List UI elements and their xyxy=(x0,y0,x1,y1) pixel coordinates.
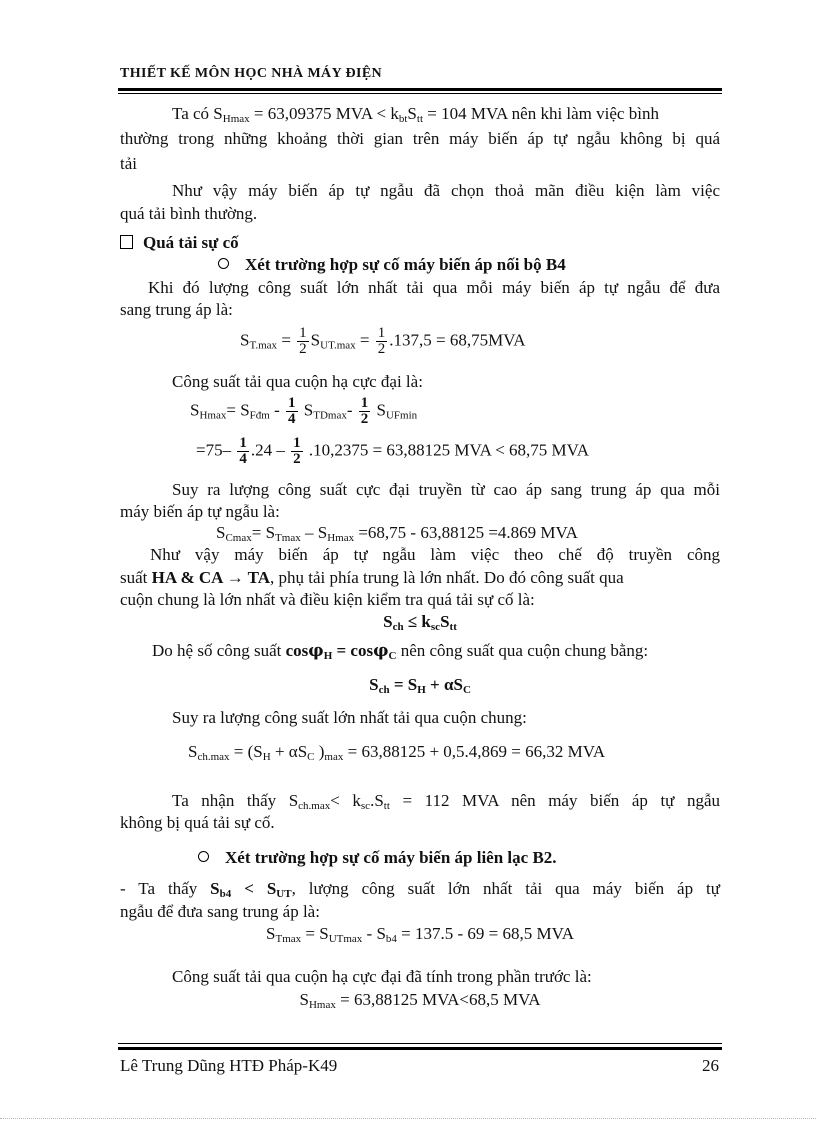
circle-bullet-icon xyxy=(218,258,229,269)
circle-bullet-icon-2 xyxy=(198,851,209,862)
fraction-quarter: $\frac{1}{4}$ xyxy=(288,395,296,427)
equation-sch-max: $S_{ch.max} = (S_H + \alpha S_C$ )$_{max} = 63,88125 + 0,5.4,869 = 66,32$ MVA xyxy=(188,742,606,763)
fraction-half: $\frac{1}{2}$ xyxy=(299,325,307,357)
conclusion-line1: Ta nhận thấy $S_{ch.max}< k_{sc}.S_{tt} = 112$ MVA nên máy biến áp tự ngẫu xyxy=(172,791,720,812)
page-header-title: THIẾT KẾ MÔN HỌC NHÀ MÁY ĐIỆN xyxy=(120,66,383,81)
case-b4-line2: sang trung áp là: xyxy=(120,300,233,319)
mode-line1: Như vậy máy biến áp tự ngẫu làm việc theo chế độ truyền công xyxy=(150,545,720,564)
footer-rule-thin xyxy=(118,1043,722,1044)
case-b4-line1: Khi đó lượng công suất lớn nhất tải qua mỗi máy biến áp tự ngẫu để đưa xyxy=(148,278,720,297)
footer-rule-thick xyxy=(118,1047,722,1050)
equation-sh-max-value: =75– $\frac{1}{4}$ .24 – $\frac{1}{2}$ .10,2375 = 63,88125 MVA < 68,75 MVA xyxy=(196,435,590,467)
equation-st-max-b2: $S_{Tmax} = S_{UTmax} - S_{b4} = 137.5 - 69 = 68,5$ MVA xyxy=(266,924,574,945)
para1-line1: Ta có $S_{Hmax} = 63,09375$ MVA < $k_{bt}S_{tt} = 104$ MVA nên khi làm việc bình xyxy=(172,104,659,125)
square-bullet-icon xyxy=(120,235,133,249)
fraction-quarter-2: $\frac{1}{4}$ xyxy=(239,435,247,467)
case-b2-line1: - Ta thấy $S_{b4} < S_{UT}$, lượng công suất lớn nhất tải qua máy biến áp tự xyxy=(120,879,720,900)
page-number: 26 xyxy=(702,1056,719,1075)
mode-line2: suất HA & CA → TA, phụ tải phía trung là lớn nhất. Do đó công suất qua xyxy=(120,568,624,587)
para1-line3: tải xyxy=(120,154,137,173)
equation-sh-max: $S_{Hmax}= S_{Fđm}$ - $\frac{1}{4}$ $S_{TDmax}-$ $\frac{1}{2}$ $S_{UFmin}$ xyxy=(190,395,418,427)
mode-line3: cuộn chung là lớn nhất và điều kiện kiểm tra quá tải sự cố là: xyxy=(120,590,535,609)
infer-line1: Suy ra lượng công suất cực đại truyền từ cao áp sang trung áp qua mỗi xyxy=(172,480,720,499)
case-b2-line2: ngẫu để đưa sang trung áp là: xyxy=(120,902,320,921)
case-b4-heading: Xét trường hợp sự cố máy biến áp nối bộ B4 xyxy=(218,253,566,276)
case-b2-heading: Xét trường hợp sự cố máy biến áp liên lạc B2. xyxy=(198,846,557,869)
conclusion-line2: không bị quá tải sự cố. xyxy=(120,813,275,832)
para2-line1: Như vậy máy biến áp tự ngẫu đã chọn thoả mãn điều kiện làm việc xyxy=(172,181,720,200)
lowside-intro: Công suất tải qua cuộn hạ cực đại là: xyxy=(172,372,423,391)
equation-sch: $S_{ch} = S_H + \alpha S_C$ xyxy=(369,675,471,696)
para1-line2: thường trong những khoảng thời gian trên máy biến áp tự ngẫu không bị quá xyxy=(120,129,720,148)
section-faults-heading: Quá tải sự cố xyxy=(120,231,239,254)
power-factor-line: Do hệ số công suất cosφ$_H$ = cosφ$_C$ nên công suất qua cuộn chung bằng: xyxy=(152,641,649,662)
max-intro: Suy ra lượng công suất lớn nhất tải qua cuộn chung: xyxy=(172,708,527,727)
footer-author: Lê Trung Dũng HTĐ Pháp-K49 xyxy=(120,1056,338,1075)
equation-st-max: $S_{T.max}$ = $\frac{1}{2}$ $S_{UT.max}$ = $\frac{1}{2}$ .137,5 = 68,75MVA xyxy=(240,325,526,357)
equation-sc-max: $S_{Cmax}= S_{Tmax} - S_{Hmax} =68,75 - 63,88125 =4.869$ MVA xyxy=(216,523,578,544)
fraction-half-3: $\frac{1}{2}$ xyxy=(360,395,369,427)
page-edge-dotted-line xyxy=(0,1118,816,1119)
case-b2-low-intro: Công suất tải qua cuộn hạ cực đại đã tính trong phần trước là: xyxy=(172,967,592,986)
fraction-half-2: $\frac{1}{2}$ xyxy=(377,325,386,357)
equation-sh-max-b2: $S_{Hmax} = 63,88125$ MVA<68,5 MVA xyxy=(299,990,541,1011)
header-rule-thick xyxy=(118,88,722,91)
para2-line2: quá tải bình thường. xyxy=(120,204,258,223)
fraction-half-4: $\frac{1}{2}$ xyxy=(293,435,301,467)
header-rule-thin xyxy=(118,93,722,94)
infer-line2: máy biến áp tự ngẫu là: xyxy=(120,502,280,521)
overload-condition: $S_{ch} \le k_{sc}S_{tt}$ xyxy=(383,612,457,633)
